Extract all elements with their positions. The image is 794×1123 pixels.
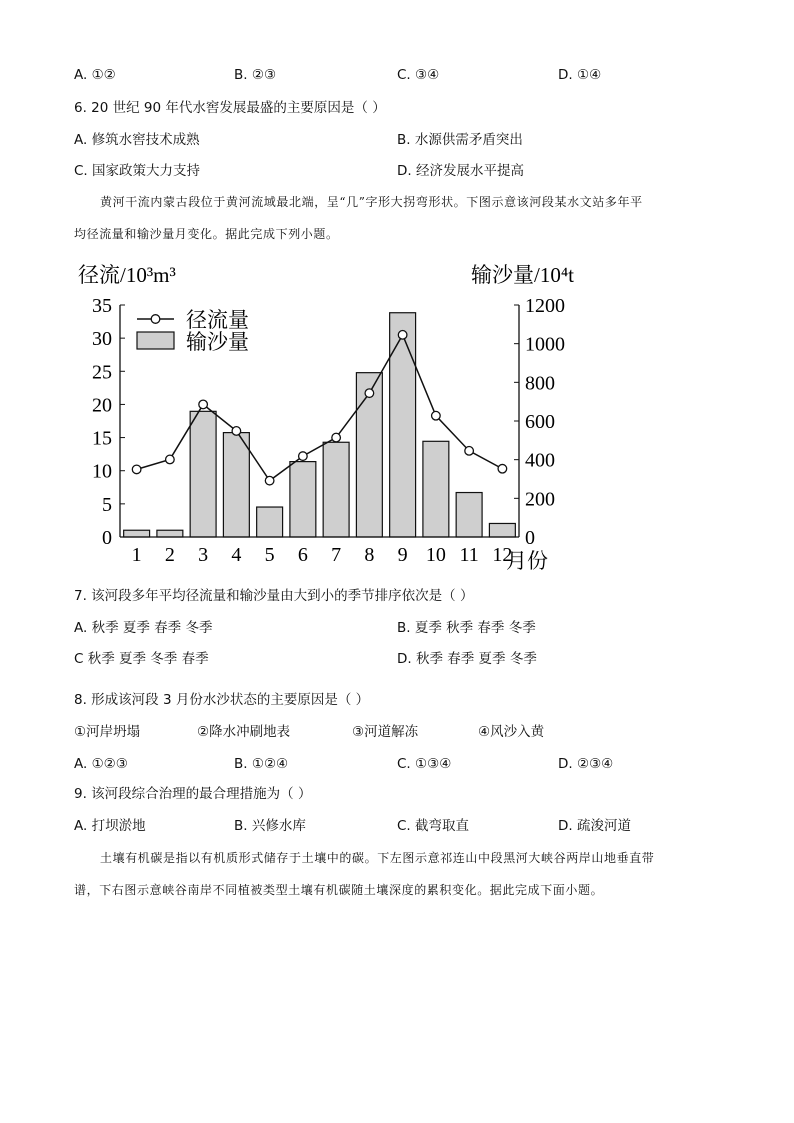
left-tick-label: 10 (92, 460, 112, 483)
right-tick-label: 400 (525, 449, 555, 472)
x-tick-label: 9 (397, 544, 408, 566)
runoff-point (498, 464, 507, 473)
right-tick-label: 0 (525, 527, 535, 549)
q6-stem: 6. 20 世纪 90 年代水窖发展最盛的主要原因是（ ） (74, 100, 386, 116)
right-tick-label: 600 (525, 411, 555, 433)
sediment-bar (190, 411, 216, 537)
sediment-bar (323, 442, 349, 537)
sediment-bar (456, 493, 482, 537)
q9-option-b[interactable]: B. 兴修水库 (234, 818, 306, 834)
x-tick-label: 5 (264, 544, 275, 566)
x-tick-label: 12 (492, 544, 513, 566)
sediment-bar (257, 507, 283, 537)
legend-label-runoff: 径流量 (186, 308, 249, 332)
left-tick-label: 15 (92, 427, 112, 450)
q5-option-c[interactable]: C. ③④ (397, 67, 440, 83)
right-tick-label: 800 (525, 372, 555, 395)
passage1-line2: 均径流量和输沙量月变化。据此完成下列小题。 (74, 227, 339, 241)
passage2-line2: 谱，下右图示意峡谷南岸不同植被类型土壤有机碳随土壤深度的累积变化。据此完成下面小题。 (74, 883, 604, 897)
q8-option-b[interactable]: B. ①②④ (234, 756, 289, 772)
x-tick-label: 3 (198, 544, 209, 566)
q8-choice-3: ③河道解冻 (352, 724, 419, 740)
left-tick-label: 25 (92, 361, 112, 384)
runoff-point (398, 331, 407, 340)
left-tick-label: 0 (102, 527, 112, 549)
passage1-line1: 黄河干流内蒙古段位于黄河流域最北端，呈“几”字形大拐弯形状。下图示意该河段某水文站多年平 (100, 195, 643, 209)
q6-option-b[interactable]: B. 水源供需矛盾突出 (397, 132, 523, 148)
runoff-point (199, 400, 208, 409)
q7-stem: 7. 该河段多年平均径流量和输沙量由大到小的季节排序依次是（ ） (74, 588, 474, 604)
sediment-bar (223, 433, 249, 537)
q8-option-a[interactable]: A. ①②③ (74, 756, 128, 772)
left-tick-label: 35 (92, 295, 112, 317)
x-tick-label: 6 (297, 544, 308, 566)
x-tick-label: 7 (331, 544, 342, 566)
q8-choice-1: ①河岸坍塌 (74, 724, 141, 740)
sediment-bar (290, 462, 316, 537)
runoff-point (465, 447, 474, 456)
x-tick-label: 11 (459, 544, 479, 566)
right-tick-label: 200 (525, 488, 555, 511)
q8-choice-4: ④风沙入黄 (478, 724, 545, 740)
sediment-bar (124, 530, 150, 537)
left-tick-label: 30 (92, 328, 112, 351)
q8-choice-2: ②降水冲刷地表 (197, 724, 291, 740)
q9-stem: 9. 该河段综合治理的最合理措施为（ ） (74, 786, 312, 802)
x-axis-title: 月份 (506, 549, 548, 573)
q6-option-a[interactable]: A. 修筑水窖技术成熟 (74, 132, 200, 148)
runoff-point (166, 455, 175, 464)
q7-option-c[interactable]: C 秋季 夏季 冬季 春季 (74, 651, 209, 667)
q9-option-a[interactable]: A. 打坝淤地 (74, 818, 146, 834)
sediment-bar (157, 530, 183, 537)
left-tick-label: 5 (102, 493, 112, 516)
q9-option-c[interactable]: C. 截弯取直 (397, 818, 470, 834)
q6-option-d[interactable]: D. 经济发展水平提高 (397, 163, 524, 179)
runoff-point (232, 427, 241, 436)
q6-option-c[interactable]: C. 国家政策大力支持 (74, 163, 201, 179)
legend-bar-swatch (137, 332, 174, 349)
q9-option-d[interactable]: D. 疏浚河道 (558, 818, 631, 834)
right-tick-label: 1000 (525, 333, 565, 356)
x-tick-label: 1 (131, 544, 142, 566)
runoff-point (265, 476, 274, 485)
sediment-bar (390, 313, 416, 537)
x-tick-label: 2 (164, 544, 175, 566)
passage2-line1: 土壤有机碳是指以有机质形式储存于土壤中的碳。下左图示意祁连山中段黑河大峡谷两岸山地垂直带 (100, 851, 655, 865)
q7-option-b[interactable]: B. 夏季 秋季 春季 冬季 (397, 620, 536, 636)
runoff-point (365, 389, 374, 398)
sediment-bar (489, 523, 515, 537)
q8-stem: 8. 形成该河段 3 月份水沙状态的主要原因是（ ） (74, 692, 370, 708)
q8-option-d[interactable]: D. ②③④ (558, 756, 614, 772)
q8-option-c[interactable]: C. ①③④ (397, 756, 452, 772)
q5-option-a[interactable]: A. ①② (74, 67, 116, 83)
q7-option-d[interactable]: D. 秋季 春季 夏季 冬季 (397, 651, 537, 667)
sediment-bar (423, 441, 449, 537)
runoff-point (332, 433, 341, 442)
q5-option-d[interactable]: D. ①④ (558, 67, 602, 83)
runoff-sediment-chart (0, 255, 794, 585)
x-tick-label: 4 (231, 544, 242, 566)
left-axis-title: 径流/10³m³ (78, 263, 176, 287)
left-tick-label: 20 (92, 394, 112, 417)
legend-label-sediment: 输沙量 (186, 330, 249, 354)
legend-line-marker (151, 315, 160, 324)
runoff-point (299, 452, 308, 461)
right-tick-label: 1200 (525, 295, 565, 317)
x-tick-label: 8 (364, 544, 375, 566)
runoff-point (432, 411, 441, 420)
q5-option-b[interactable]: B. ②③ (234, 67, 277, 83)
runoff-point (132, 465, 141, 474)
q7-option-a[interactable]: A. 秋季 夏季 春季 冬季 (74, 620, 213, 636)
right-axis-title: 输沙量/10⁴t (471, 263, 574, 287)
x-tick-label: 10 (425, 544, 446, 566)
